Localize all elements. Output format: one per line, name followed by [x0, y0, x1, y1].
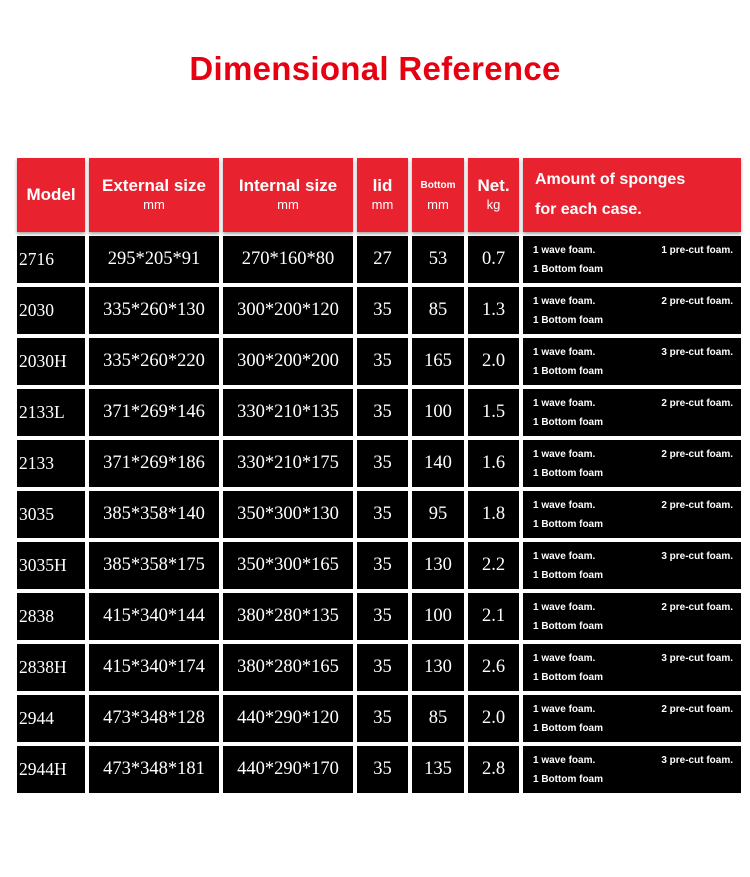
- bottom-cell: 95: [412, 491, 464, 538]
- bottom-cell: 130: [412, 542, 464, 589]
- header-external-size: External size mm: [89, 158, 219, 232]
- lid-cell: 35: [357, 644, 408, 691]
- wave-foam-count: 1 wave foam.: [533, 499, 596, 511]
- net-weight-cell: 2.0: [468, 338, 519, 385]
- table-row: [17, 644, 741, 691]
- sponge-cell: [523, 542, 741, 589]
- table-row: [17, 287, 741, 334]
- external-size-cell: 371*269*186: [89, 440, 219, 487]
- precut-foam-count: 2 pre-cut foam.: [661, 397, 733, 409]
- sponge-cell: [523, 491, 741, 538]
- table-row: [17, 491, 741, 538]
- model-cell: 2716: [17, 236, 85, 283]
- bottom-foam-count: 1 Bottom foam: [533, 620, 603, 632]
- external-size-cell: 335*260*130: [89, 287, 219, 334]
- sponge-cell: [523, 338, 741, 385]
- external-size-cell: 415*340*144: [89, 593, 219, 640]
- precut-foam-count: 3 pre-cut foam.: [661, 550, 733, 562]
- bottom-cell: 100: [412, 389, 464, 436]
- wave-foam-count: 1 wave foam.: [533, 754, 596, 766]
- wave-foam-count: 1 wave foam.: [533, 448, 596, 460]
- bottom-cell: 135: [412, 746, 464, 793]
- header-lid: lid mm: [357, 158, 408, 232]
- lid-cell: 35: [357, 593, 408, 640]
- wave-foam-count: 1 wave foam.: [533, 397, 596, 409]
- net-weight-cell: 2.2: [468, 542, 519, 589]
- model-cell: 2030H: [17, 338, 85, 385]
- model-cell: 2838: [17, 593, 85, 640]
- bottom-cell: 100: [412, 593, 464, 640]
- precut-foam-count: 2 pre-cut foam.: [661, 499, 733, 511]
- precut-foam-count: 3 pre-cut foam.: [661, 346, 733, 358]
- bottom-foam-count: 1 Bottom foam: [533, 518, 603, 530]
- net-weight-cell: 1.5: [468, 389, 519, 436]
- header-sponges: Amount of sponges for each case.: [523, 158, 741, 232]
- header-net-weight: Net. kg: [468, 158, 519, 232]
- precut-foam-count: 2 pre-cut foam.: [661, 703, 733, 715]
- bottom-foam-count: 1 Bottom foam: [533, 467, 603, 479]
- net-weight-cell: 2.8: [468, 746, 519, 793]
- bottom-foam-count: 1 Bottom foam: [533, 671, 603, 683]
- internal-size-cell: 440*290*120: [223, 695, 353, 742]
- precut-foam-count: 2 pre-cut foam.: [661, 448, 733, 460]
- bottom-cell: 130: [412, 644, 464, 691]
- lid-cell: 35: [357, 695, 408, 742]
- model-cell: 3035: [17, 491, 85, 538]
- net-weight-cell: 0.7: [468, 236, 519, 283]
- precut-foam-count: 3 pre-cut foam.: [661, 652, 733, 664]
- bottom-cell: 53: [412, 236, 464, 283]
- dimension-table: [13, 154, 745, 797]
- sponge-cell: [523, 644, 741, 691]
- external-size-cell: 473*348*181: [89, 746, 219, 793]
- net-weight-cell: 2.0: [468, 695, 519, 742]
- sponge-cell: [523, 287, 741, 334]
- bottom-foam-count: 1 Bottom foam: [533, 263, 603, 275]
- lid-cell: 35: [357, 287, 408, 334]
- net-weight-cell: 1.6: [468, 440, 519, 487]
- external-size-cell: 335*260*220: [89, 338, 219, 385]
- internal-size-cell: 300*200*200: [223, 338, 353, 385]
- net-weight-cell: 1.8: [468, 491, 519, 538]
- wave-foam-count: 1 wave foam.: [533, 346, 596, 358]
- precut-foam-count: 3 pre-cut foam.: [661, 754, 733, 766]
- internal-size-cell: 380*280*165: [223, 644, 353, 691]
- bottom-foam-count: 1 Bottom foam: [533, 569, 603, 581]
- model-cell: 2133: [17, 440, 85, 487]
- sponge-cell: [523, 236, 741, 283]
- sponge-cell: [523, 440, 741, 487]
- bottom-cell: 85: [412, 287, 464, 334]
- bottom-cell: 140: [412, 440, 464, 487]
- internal-size-cell: 350*300*130: [223, 491, 353, 538]
- external-size-cell: 385*358*175: [89, 542, 219, 589]
- header-model: Model: [17, 158, 85, 232]
- bottom-cell: 165: [412, 338, 464, 385]
- internal-size-cell: 270*160*80: [223, 236, 353, 283]
- bottom-foam-count: 1 Bottom foam: [533, 722, 603, 734]
- table-row: [17, 236, 741, 283]
- table-row: [17, 389, 741, 436]
- internal-size-cell: 380*280*135: [223, 593, 353, 640]
- model-cell: 2944: [17, 695, 85, 742]
- internal-size-cell: 440*290*170: [223, 746, 353, 793]
- sponge-cell: [523, 389, 741, 436]
- header-row: [17, 158, 741, 232]
- table-row: [17, 338, 741, 385]
- precut-foam-count: 2 pre-cut foam.: [661, 295, 733, 307]
- sponge-cell: [523, 746, 741, 793]
- wave-foam-count: 1 wave foam.: [533, 652, 596, 664]
- header-internal-size: Internal size mm: [223, 158, 353, 232]
- precut-foam-count: 1 pre-cut foam.: [661, 244, 733, 256]
- lid-cell: 35: [357, 491, 408, 538]
- sponge-cell: [523, 593, 741, 640]
- table-row: [17, 440, 741, 487]
- sponge-cell: [523, 695, 741, 742]
- table-row: [17, 746, 741, 793]
- table-row: [17, 695, 741, 742]
- lid-cell: 27: [357, 236, 408, 283]
- table-row: [17, 542, 741, 589]
- wave-foam-count: 1 wave foam.: [533, 295, 596, 307]
- lid-cell: 35: [357, 542, 408, 589]
- lid-cell: 35: [357, 746, 408, 793]
- table-row: [17, 593, 741, 640]
- lid-cell: 35: [357, 440, 408, 487]
- internal-size-cell: 330*210*135: [223, 389, 353, 436]
- precut-foam-count: 2 pre-cut foam.: [661, 601, 733, 613]
- external-size-cell: 385*358*140: [89, 491, 219, 538]
- model-cell: 2838H: [17, 644, 85, 691]
- internal-size-cell: 350*300*165: [223, 542, 353, 589]
- net-weight-cell: 1.3: [468, 287, 519, 334]
- header-bottom: Bottom mm: [412, 158, 464, 232]
- bottom-foam-count: 1 Bottom foam: [533, 773, 603, 785]
- external-size-cell: 473*348*128: [89, 695, 219, 742]
- wave-foam-count: 1 wave foam.: [533, 601, 596, 613]
- model-cell: 2133L: [17, 389, 85, 436]
- internal-size-cell: 300*200*120: [223, 287, 353, 334]
- lid-cell: 35: [357, 389, 408, 436]
- page-title: Dimensional Reference: [189, 50, 561, 87]
- wave-foam-count: 1 wave foam.: [533, 244, 596, 256]
- external-size-cell: 371*269*146: [89, 389, 219, 436]
- model-cell: 3035H: [17, 542, 85, 589]
- wave-foam-count: 1 wave foam.: [533, 550, 596, 562]
- external-size-cell: 415*340*174: [89, 644, 219, 691]
- net-weight-cell: 2.6: [468, 644, 519, 691]
- model-cell: 2944H: [17, 746, 85, 793]
- bottom-foam-count: 1 Bottom foam: [533, 416, 603, 428]
- model-cell: 2030: [17, 287, 85, 334]
- external-size-cell: 295*205*91: [89, 236, 219, 283]
- wave-foam-count: 1 wave foam.: [533, 703, 596, 715]
- bottom-cell: 85: [412, 695, 464, 742]
- internal-size-cell: 330*210*175: [223, 440, 353, 487]
- bottom-foam-count: 1 Bottom foam: [533, 314, 603, 326]
- net-weight-cell: 2.1: [468, 593, 519, 640]
- lid-cell: 35: [357, 338, 408, 385]
- bottom-foam-count: 1 Bottom foam: [533, 365, 603, 377]
